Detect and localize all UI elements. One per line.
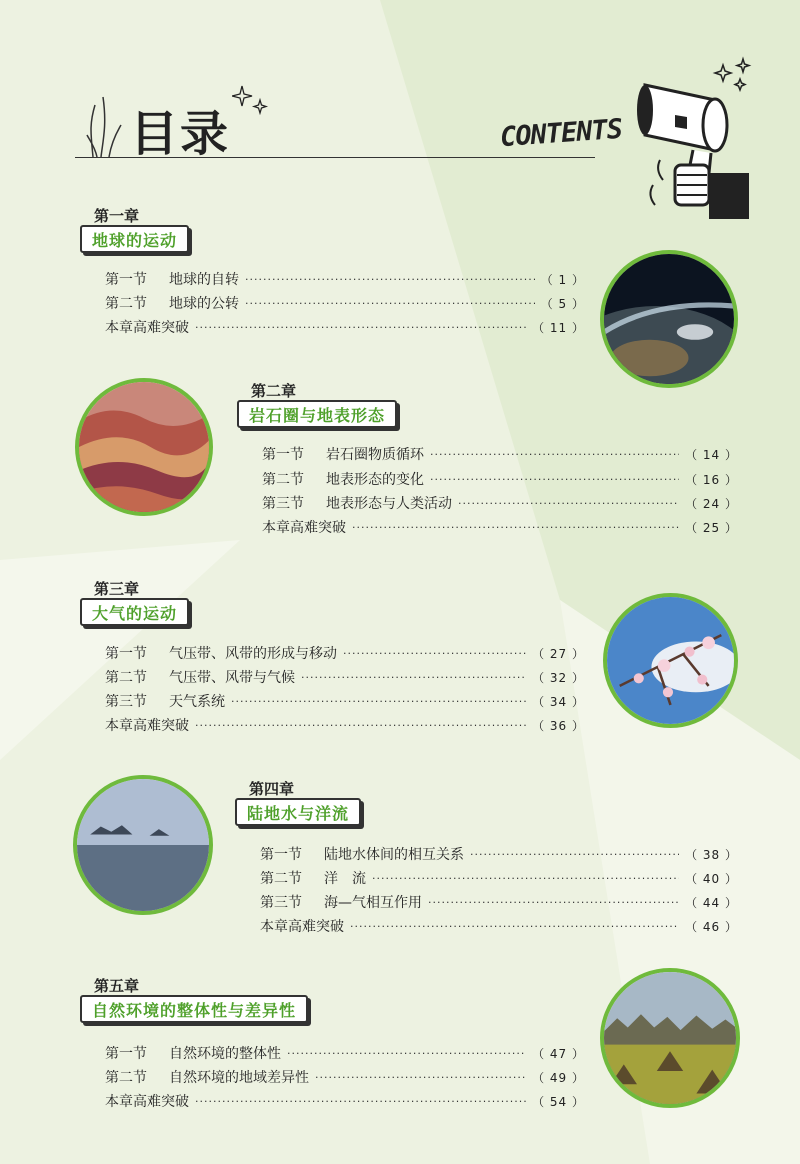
section-title: 自然环境的整体性 (169, 1046, 281, 1062)
section-title: 陆地水体间的相互关系 (324, 847, 464, 863)
toc-entry[interactable] (260, 868, 738, 888)
section-number: 第三节 (105, 694, 147, 710)
page-number: （ 25 ） (685, 520, 738, 535)
section-title: 地球的公转 (169, 296, 239, 312)
chapter-2 (237, 380, 437, 426)
section-title: 本章高难突破 (105, 1094, 189, 1110)
section-number: 第三节 (260, 895, 302, 911)
section-title: 地球的自转 (169, 272, 239, 288)
leader-dots (428, 896, 679, 909)
toc-entry[interactable] (105, 317, 585, 337)
leader-dots (287, 1047, 526, 1060)
section-title: 自然环境的地域差异性 (169, 1070, 309, 1086)
section-title: 气压带、风带的形成与移动 (169, 646, 337, 662)
leader-dots (430, 473, 679, 486)
section-number: 第三节 (262, 496, 304, 512)
chapter-label: 第三章 (94, 580, 140, 598)
page-number: （ 54 ） (532, 1094, 585, 1109)
megaphone-icon (615, 55, 765, 225)
leader-dots (195, 1095, 526, 1108)
chapter-5 (80, 975, 360, 1021)
chapter-title[interactable]: 地球的运动 (80, 225, 189, 253)
page-number: （ 1 ） (540, 272, 585, 287)
section-number: 第一节 (105, 646, 147, 662)
section-title: 海—气相互作用 (324, 895, 422, 911)
section-title: 天气系统 (169, 694, 225, 710)
chapter-1 (80, 205, 280, 251)
page-number: （ 44 ） (685, 895, 738, 910)
title-underline (75, 157, 595, 158)
leader-dots (352, 521, 679, 534)
section-title: 本章高难突破 (260, 919, 344, 935)
page-title: 目录 (130, 106, 231, 162)
leader-dots (458, 497, 679, 510)
toc-entry[interactable] (262, 493, 738, 513)
leader-dots (245, 273, 535, 286)
toc-entry[interactable] (260, 916, 738, 936)
toc-entry[interactable] (260, 844, 738, 864)
chapter-label: 第五章 (94, 977, 140, 995)
leader-dots (195, 719, 526, 732)
toc-entry[interactable] (105, 293, 585, 313)
sparkle-icon (232, 82, 272, 120)
page-number: （ 34 ） (532, 694, 585, 709)
chapter-4 (235, 778, 435, 824)
chapter-label: 第四章 (249, 780, 295, 798)
page-number: （ 47 ） (532, 1046, 585, 1061)
toc-entry[interactable] (105, 667, 585, 687)
section-title: 岩石圈物质循环 (326, 447, 424, 463)
karst-hills-photo (600, 968, 740, 1108)
toc-entry[interactable] (105, 1067, 585, 1087)
toc-entry[interactable] (105, 715, 585, 735)
leader-dots (430, 448, 679, 461)
leader-dots (343, 647, 526, 660)
section-number: 第一节 (260, 847, 302, 863)
page-number: （ 11 ） (532, 320, 585, 335)
page-number: （ 27 ） (532, 646, 585, 661)
toc-entry[interactable] (105, 691, 585, 711)
contents-word: CONTENTS (499, 113, 623, 154)
chapter-label: 第二章 (251, 382, 297, 400)
section-title: 地表形态与人类活动 (326, 496, 452, 512)
section-number: 第二节 (260, 871, 302, 887)
page-number: （ 16 ） (685, 472, 738, 487)
leader-dots (470, 848, 679, 861)
page-number: （ 5 ） (540, 296, 585, 311)
section-number: 第二节 (262, 472, 304, 488)
leader-dots (301, 671, 526, 684)
toc-entry[interactable] (105, 269, 585, 289)
section-number: 第一节 (105, 1046, 147, 1062)
leader-dots (372, 872, 679, 885)
grass-doodle-icon (85, 95, 125, 157)
page-number: （ 38 ） (685, 847, 738, 862)
toc-entry[interactable] (262, 469, 738, 489)
page-number: （ 36 ） (532, 718, 585, 733)
section-title: 本章高难突破 (105, 320, 189, 336)
section-number: 第一节 (105, 272, 147, 288)
chapter-title[interactable]: 陆地水与洋流 (235, 798, 361, 826)
blossom-branch-photo (603, 593, 738, 728)
section-number: 第二节 (105, 1070, 147, 1086)
rainbow-mountains-photo (75, 378, 213, 516)
page-number: （ 32 ） (532, 670, 585, 685)
leader-dots (315, 1071, 526, 1084)
toc-entry[interactable] (105, 643, 585, 663)
section-number: 第二节 (105, 296, 147, 312)
section-title: 洋 流 (324, 871, 366, 887)
sea-islands-photo (73, 775, 213, 915)
toc-entry[interactable] (262, 444, 738, 464)
chapter-title[interactable]: 大气的运动 (80, 598, 189, 626)
page-number: （ 46 ） (685, 919, 738, 934)
page-number: （ 24 ） (685, 496, 738, 511)
section-number: 第一节 (262, 447, 304, 463)
chapter-title[interactable]: 自然环境的整体性与差异性 (80, 995, 308, 1023)
toc-entry[interactable] (105, 1043, 585, 1063)
page-number: （ 40 ） (685, 871, 738, 886)
leader-dots (245, 297, 535, 310)
section-number: 第二节 (105, 670, 147, 686)
toc-entry[interactable] (105, 1091, 585, 1111)
toc-entry[interactable] (260, 892, 738, 912)
chapter-title[interactable]: 岩石圈与地表形态 (237, 400, 397, 428)
earth-from-space-photo (600, 250, 738, 388)
leader-dots (195, 321, 526, 334)
leader-dots (231, 695, 526, 708)
leader-dots (350, 920, 679, 933)
section-title: 气压带、风带与气候 (169, 670, 295, 686)
section-title: 本章高难突破 (262, 520, 346, 536)
chapter-label: 第一章 (94, 207, 140, 225)
section-title: 本章高难突破 (105, 718, 189, 734)
page-number: （ 14 ） (685, 447, 738, 462)
chapter-3 (80, 578, 280, 624)
toc-entry[interactable] (262, 517, 738, 537)
section-title: 地表形态的变化 (326, 472, 424, 488)
page-number: （ 49 ） (532, 1070, 585, 1085)
